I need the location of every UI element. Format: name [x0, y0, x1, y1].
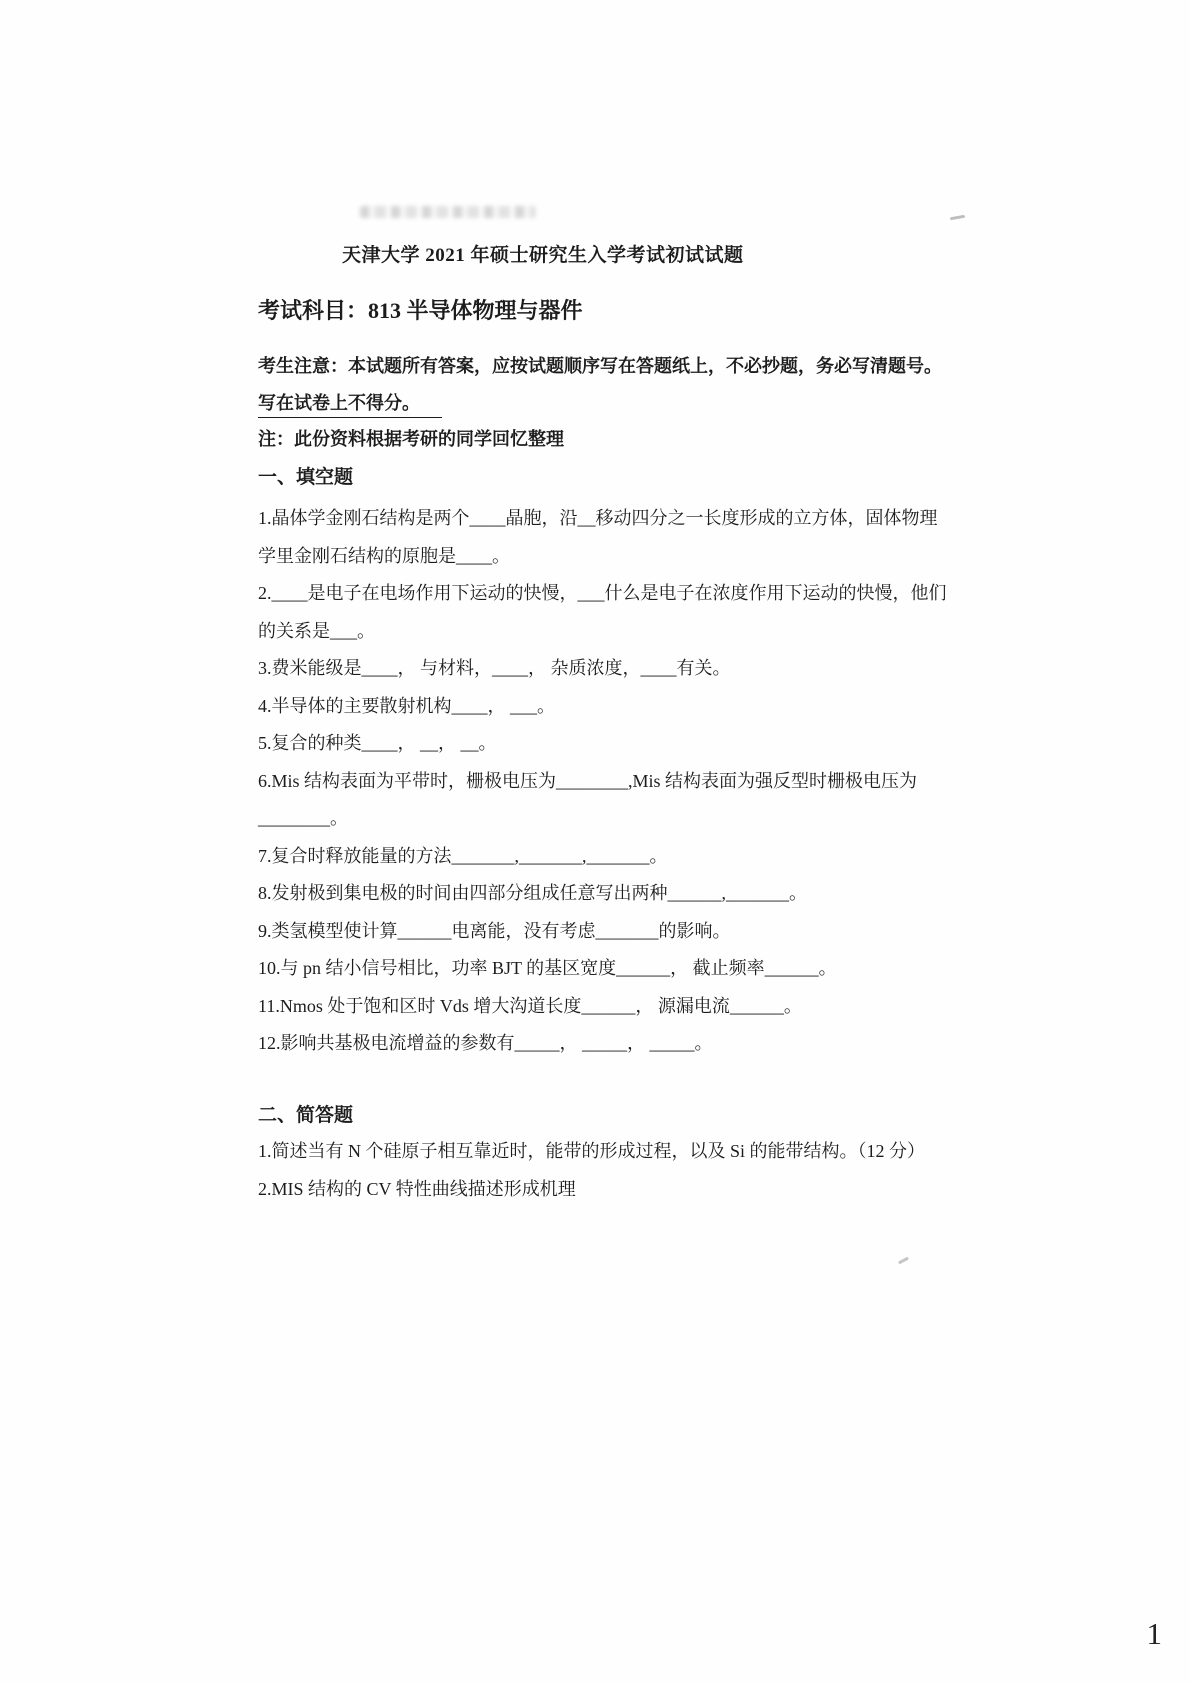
question-line: 12.影响共基极电流增益的参数有_____， _____， _____。 [258, 1033, 713, 1053]
question-line: 1.晶体学金刚石结构是两个____晶胞，沿__移动四分之一长度形成的立方体，固体物理 [258, 508, 938, 528]
question-line: 10.与 pn 结小信号相比，功率 BJT 的基区宽度______， 截止频率______。 [258, 958, 837, 978]
question-line: 3.费米能级是____， 与材料，____， 杂质浓度，____有关。 [258, 658, 731, 678]
notice-underlined-line: 写在试卷上不得分。 [258, 390, 1150, 418]
exam-subject-line: 考试科目：813 半导体物理与器件 [258, 298, 583, 323]
question-line: 2.MIS 结构的 CV 特性曲线描述形成机理 [258, 1178, 576, 1199]
question-line: 的关系是___。 [258, 620, 375, 641]
question-line: 9.类氢模型使计算______电离能，没有考虑_______的影响。 [258, 920, 731, 941]
scan-dash-mark-mid [898, 1257, 909, 1265]
question-line: ________。 [258, 808, 348, 828]
scan-smudge-artifact [360, 206, 536, 218]
source-note-line: 注：此份资料根据考研的同学回忆整理 [258, 429, 564, 449]
question-line: 6.Mis 结构表面为平带时，栅极电压为________,Mis 结构表面为强反型时栅极电压为 [258, 770, 918, 791]
page-number: 1 [1146, 1616, 1162, 1651]
section-heading-fill-in-blanks: 一、填空题 [258, 467, 354, 488]
question-line: 8.发射极到集电极的时间由四部分组成任意写出两种______,_______。 [258, 883, 807, 903]
document-title: 天津大学 2021 年硕士研究生入学考试初试试题 [342, 245, 744, 266]
question-line: 5.复合的种类____， __， __。 [258, 733, 497, 753]
question-line: 2.____是电子在电场作用下运动的快慢，___什么是电子在浓度作用下运动的快慢，他们 [258, 583, 947, 603]
question-line: 4.半导体的主要散射机构____， ___。 [258, 695, 555, 716]
candidate-notice-line: 考生注意：本试题所有答案，应按试题顺序写在答题纸上，不必抄题，务必写清题号。 [258, 356, 942, 376]
question-line: 11.Nmos 处于饱和区时 Vds 增大沟道长度______， 源漏电流______。 [258, 995, 802, 1016]
question-line: 1.简述当有 N 个硅原子相互靠近时，能带的形成过程，以及 Si 的能带结构。（12 分） [258, 1141, 926, 1161]
section-heading-short-answer: 二、简答题 [258, 1105, 354, 1126]
question-line: 学里金刚石结构的原胞是____。 [258, 545, 510, 566]
question-line: 7.复合时释放能量的方法_______,_______,_______。 [258, 845, 668, 866]
